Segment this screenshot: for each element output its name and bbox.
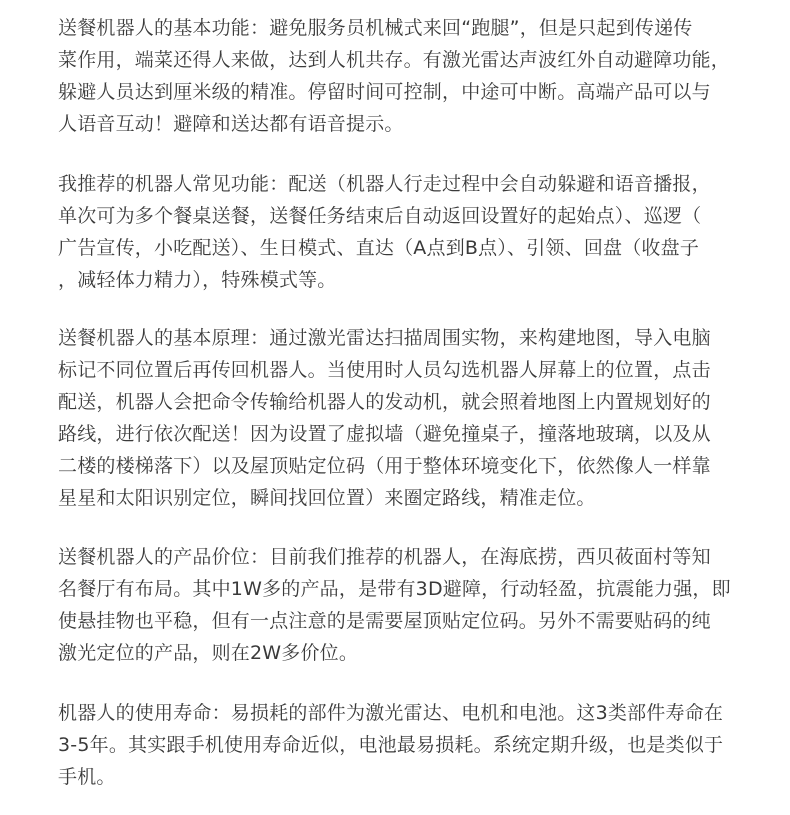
text-line: 躲避人员达到厘米级的精准。停留时间可控制，中途可中断。高端产品可以与 xyxy=(58,81,711,103)
text-line: 使悬挂物也平稳，但有一点注意的是需要屋顶贴定位码。另外不需要贴码的纯 xyxy=(58,610,711,632)
text-line: 送餐机器人的基本原理：通过激光雷达扫描周围实物，来构建地图，导入电脑 xyxy=(58,327,711,349)
text-line: 送餐机器人的基本功能：避免服务员机械式来回“跑腿”，但是只起到传递传 xyxy=(58,17,693,39)
text-line: 菜作用，端菜还得人来做，达到人机共存。有激光雷达声波红外自动避障功能， xyxy=(58,49,731,71)
text-line: 机器人的使用寿命：易损耗的部件为激光雷达、电机和电池。这3类部件寿命在 xyxy=(58,702,724,724)
paragraph-service-life xyxy=(58,697,758,793)
text-line: 名餐厅有布局。其中1W多的产品，是带有3D避障，行动轻盈，抗震能力强，即 xyxy=(58,578,731,600)
text-line: 标记不同位置后再传回机器人。当使用时人员勾选机器人屏幕上的位置，点击 xyxy=(58,359,711,381)
paragraph-recommended-functions xyxy=(58,168,758,296)
text-line: 我推荐的机器人常见功能：配送（机器人行走过程中会自动躲避和语音播报， xyxy=(58,173,711,195)
text-line: 配送，机器人会把命令传输给机器人的发动机，就会照着地图上内置规划好的 xyxy=(58,391,711,413)
text-line: 广告宣传，小吃配送）、生日模式、直达（A点到B点）、引领、回盘（收盘子 xyxy=(58,237,700,259)
text-line: 3-5年。其实跟手机使用寿命近似，电池最易损耗。系统定期升级，也是类似于 xyxy=(58,734,724,756)
text-line: 二楼的楼梯落下）以及屋顶贴定位码（用于整体环境变化下，依然像人一样靠 xyxy=(58,455,711,477)
text-line: 送餐机器人的产品价位：目前我们推荐的机器人，在海底捞，西贝莜面村等知 xyxy=(58,546,711,568)
text-line: 手机。 xyxy=(58,766,116,788)
paragraph-basic-functions xyxy=(58,12,758,140)
text-line: 路线，进行依次配送！因为设置了虚拟墙（避免撞桌子，撞落地玻璃，以及从 xyxy=(58,423,711,445)
text-line: 激光定位的产品，则在2W多价位。 xyxy=(58,642,359,664)
paragraph-price xyxy=(58,541,758,669)
text-line: 星星和太阳识别定位，瞬间找回位置）来圈定路线，精准走位。 xyxy=(58,487,596,509)
paragraph-working-principle xyxy=(58,322,758,514)
text-line: 人语音互动！避障和送达都有语音提示。 xyxy=(58,113,404,135)
text-line: 单次可为多个餐桌送餐，送餐任务结束后自动返回设置好的起始点）、巡逻（ xyxy=(58,205,702,227)
text-line: ，减轻体力精力），特殊模式等。 xyxy=(58,269,337,291)
